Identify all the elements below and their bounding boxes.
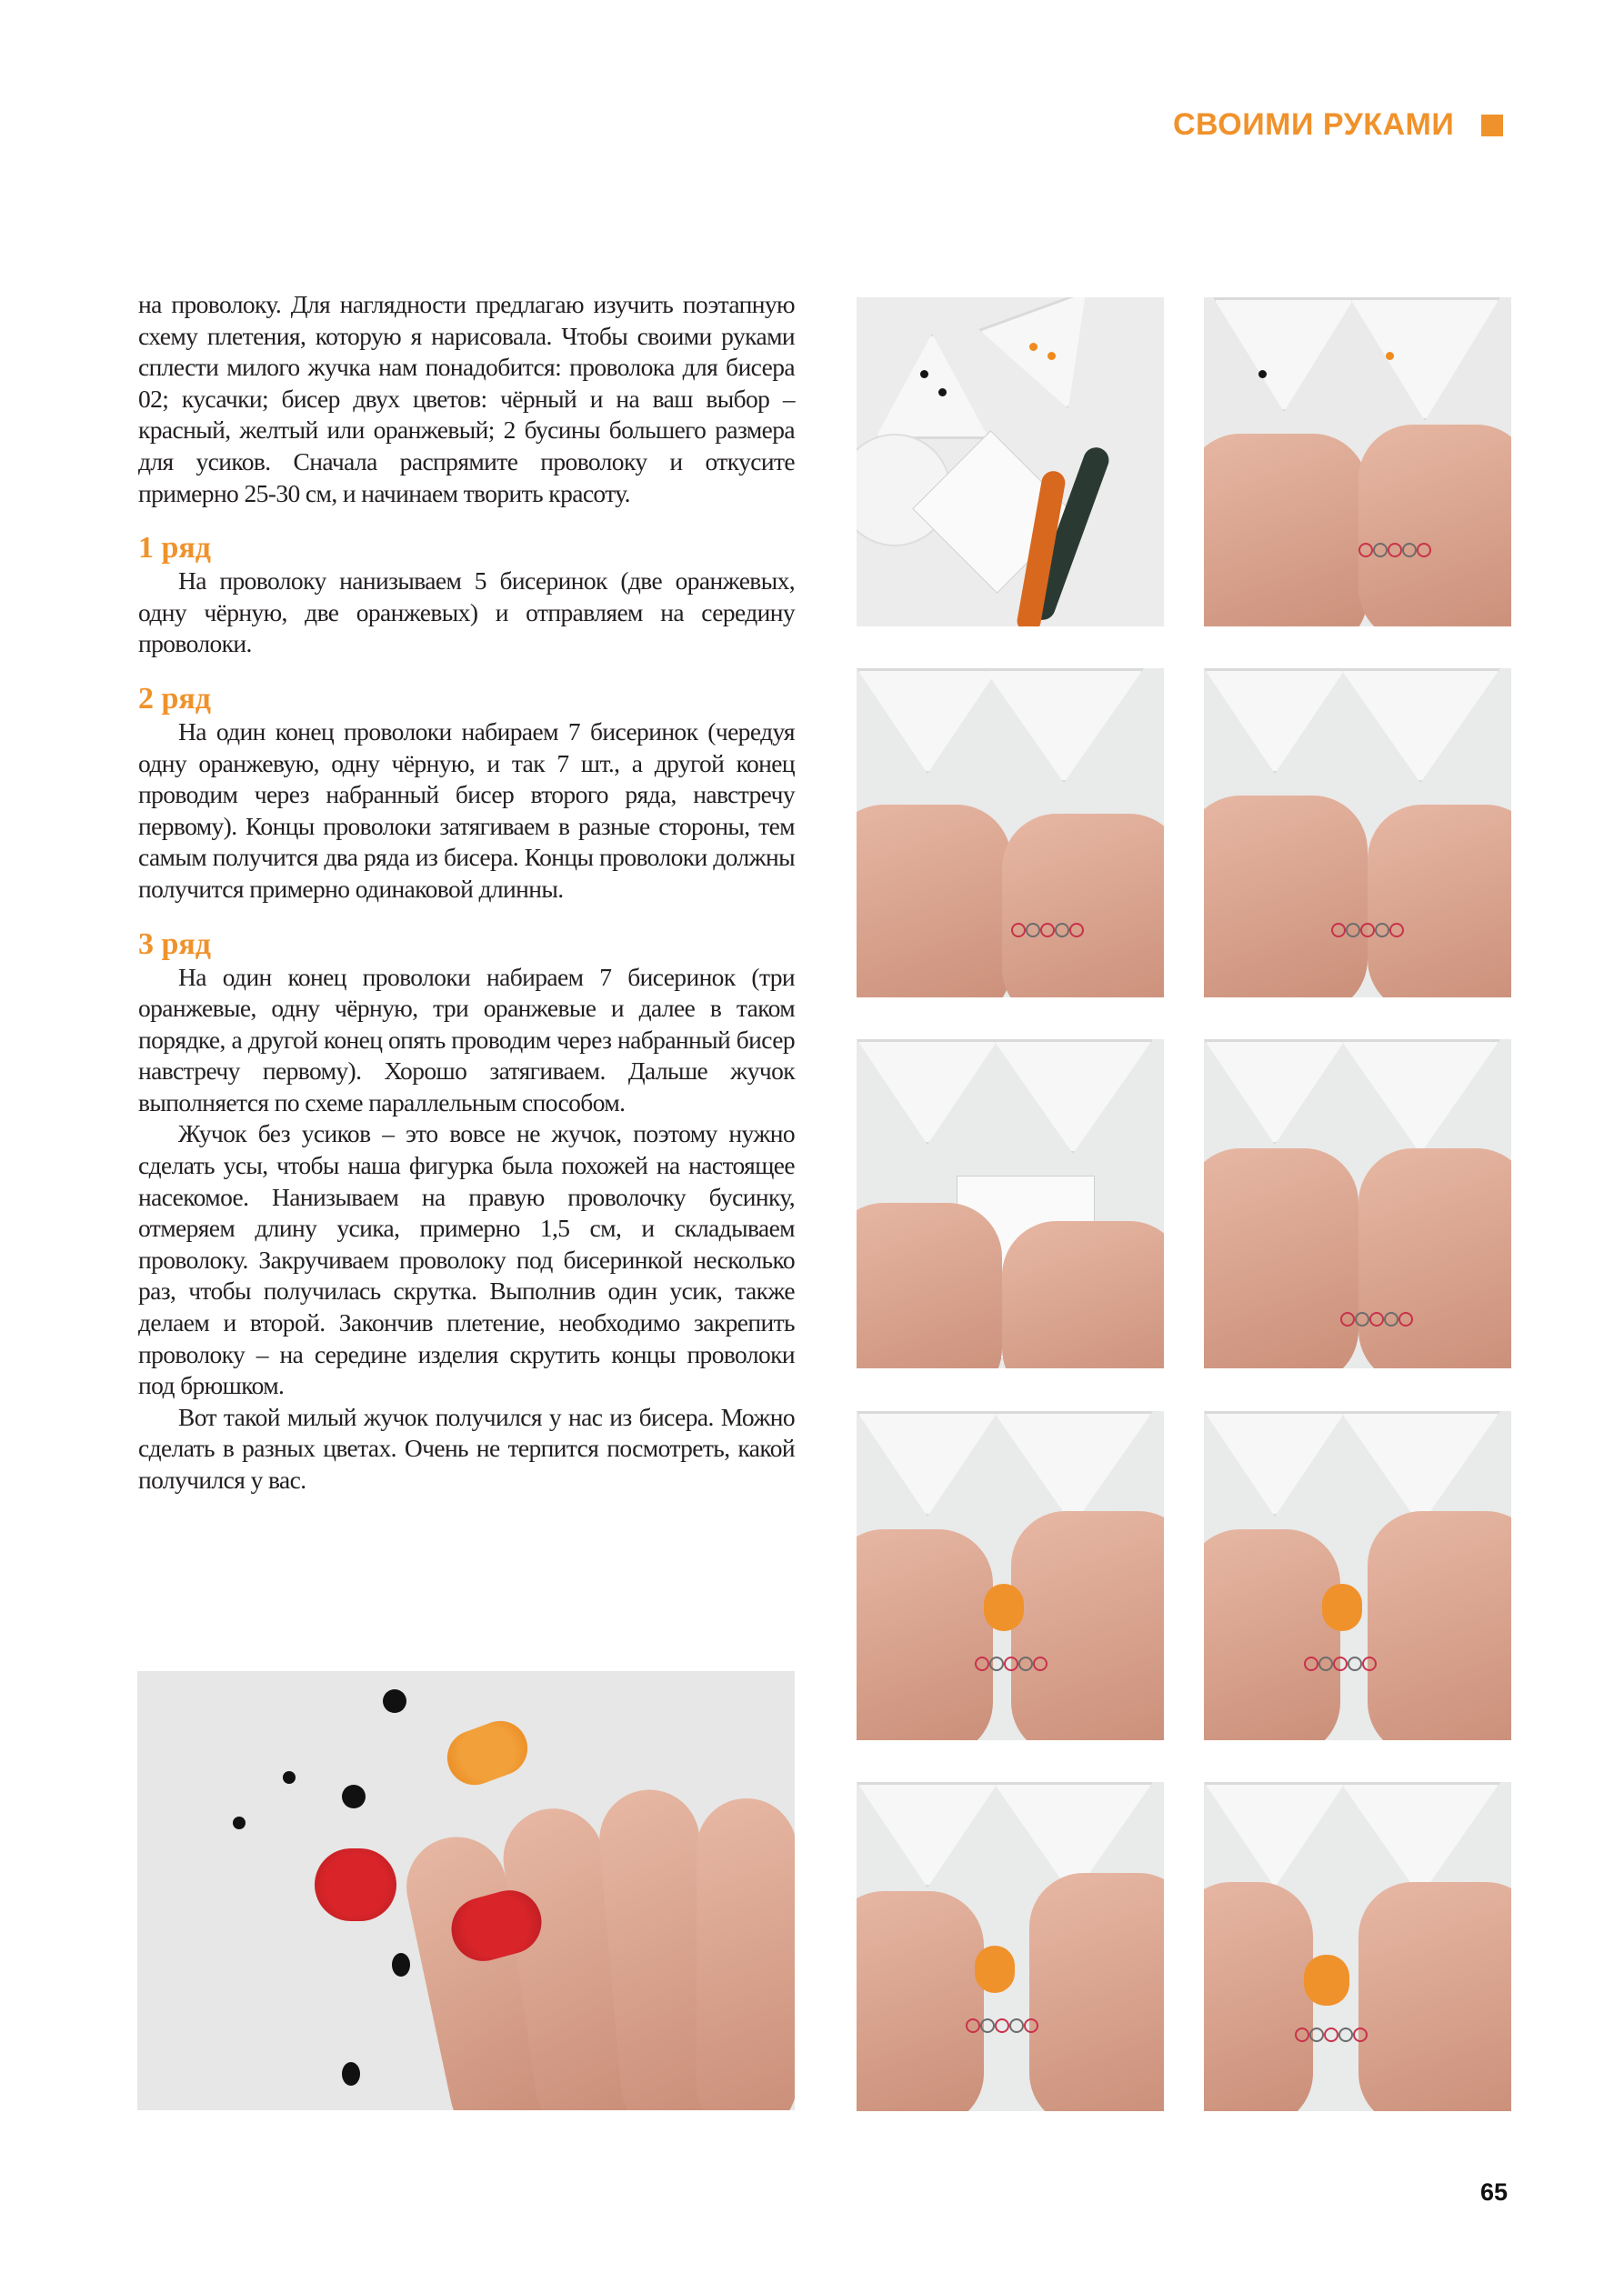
row-3-heading: 3 ряд (138, 926, 212, 961)
red-ladybug (315, 1848, 396, 1921)
orange-ladybug (975, 1946, 1015, 1993)
step-photo-2 (1204, 297, 1511, 626)
page-number: 65 (1480, 2178, 1509, 2206)
antenna-bead (342, 1785, 366, 1808)
section-header (1173, 107, 1503, 143)
row-2-heading: 2 ряд (138, 681, 212, 716)
intro-paragraph: на проволоку. Для наглядности предлагаю изучить поэтапную схему плетения, которую я нарисовала. Чтобы своими руками сплести милого жучка нам понадобится: проволока для бисера 02; кусачки; бисер двух цветов: чёрный и на ваш выбор – красный, желтый или оранжевый; 2 бусины большего размера для усиков. Сначала распрямите проволоку и откусите примерно 25-30 см, и начинаем творить красоту. (138, 290, 795, 507)
bead-tray (1340, 668, 1500, 783)
step-photo-10 (1204, 1782, 1511, 2111)
step-photo-6 (1204, 1039, 1511, 1368)
bead-scheme (1358, 543, 1429, 557)
hand (1002, 1221, 1164, 1368)
step-photo-8 (1204, 1411, 1511, 1740)
hand (857, 1529, 993, 1740)
hand (1204, 1529, 1340, 1740)
hand (1368, 805, 1511, 997)
bead (1029, 343, 1038, 351)
section-title: СВОИМИ РУКАМИ (1173, 107, 1455, 142)
bead-tray (1204, 1782, 1346, 1887)
hand (1204, 1882, 1313, 2111)
row-2-paragraph: На один конец проволоки набираем 7 бисеринок (чередуя одну оранжевую, одну чёрную, и так 7 шт., а другой конец проводим через набранный бисер второго ряда, навстречу первому). Концы проволоки затягиваем в разные стороны, тем самым получится два ряда из бисера. Концы проволоки должны получится примерно одинаковой длинны. (138, 716, 795, 903)
bead-scheme (1295, 2028, 1366, 2042)
hand (1368, 1511, 1511, 1740)
bead-tray (857, 668, 998, 774)
hand (857, 805, 1011, 997)
hand (857, 1891, 984, 2111)
article-text (138, 289, 795, 1497)
hand (1011, 1511, 1164, 1740)
step-photo-5 (857, 1039, 1164, 1368)
hand (1204, 434, 1368, 626)
bead (920, 370, 928, 378)
hand (1002, 814, 1164, 997)
finger-shape (697, 1798, 795, 2110)
bead-tray (1340, 1039, 1500, 1154)
bead-tray (1349, 297, 1500, 421)
bead-scheme (1340, 1312, 1411, 1327)
final-ladybugs-photo (137, 1671, 795, 2110)
antenna-bead (342, 2062, 360, 2086)
hand (857, 1203, 1002, 1368)
bead-tray (993, 1039, 1153, 1154)
hand (1358, 425, 1511, 626)
hand (1358, 1882, 1511, 2111)
bead-tray (984, 668, 1144, 783)
step-photo-3 (857, 668, 1164, 997)
bead-tray (875, 334, 989, 439)
bead-tray (1340, 1411, 1500, 1526)
orange-ladybug (984, 1584, 1024, 1631)
bead-tray (1204, 1411, 1346, 1517)
bead-tray (1204, 1039, 1346, 1145)
hand (1358, 1148, 1511, 1368)
bead-scheme (1331, 923, 1402, 937)
bead-tray (993, 1411, 1153, 1526)
section-square-icon (1481, 115, 1503, 136)
antenna-paragraph: Жучок без усиков – это вовсе не жучок, поэтому нужно сделать усы, чтобы наша фигурка была похожей на настоящее насекомое. Нанизываем на правую проволочку бусинку, отмеряем длину усика, примерно 1,5 см, и складываем проволоку. Закручиваем проволоку под бисеринкой несколько раз, чтобы получилась скрутка. Выполнив один усик, также делаем и второй. Закончив плетение, необходимо закрепить проволоку – на середине изделия скрутить концы проволоки под брюшком. (138, 1119, 795, 1400)
orange-ladybug (1322, 1584, 1362, 1631)
antenna-bead (383, 1689, 406, 1713)
step-photo-1 (857, 297, 1164, 626)
row-1-heading: 1 ряд (138, 531, 212, 566)
bead-tray (857, 1039, 998, 1145)
orange-ladybug (439, 1713, 535, 1792)
bead (1048, 352, 1056, 360)
orange-ladybug (1304, 1955, 1349, 2006)
bead-tray (1204, 668, 1346, 774)
step-photo-9 (857, 1782, 1164, 2111)
bead-scheme (966, 2018, 1037, 2033)
bead-tray (857, 1782, 998, 1887)
row-1-paragraph: На проволоку нанизываем 5 бисеринок (две оранжевых, одну чёрную, две оранжевых) и отправляем на середину проволоки. (138, 566, 795, 658)
closing-paragraph: Вот такой милый жучок получился у нас из бисера. Можно сделать в разных цветах. Очень не терпится посмотреть, какой получился у вас. (138, 1402, 795, 1494)
bead (1258, 370, 1267, 378)
bead-tray (978, 297, 1122, 428)
antenna-bead (233, 1817, 246, 1829)
hand (1204, 796, 1368, 997)
hand (1029, 1873, 1164, 2111)
antenna-bead (392, 1953, 410, 1977)
bead-tray (857, 1411, 998, 1517)
bead-tray (1213, 297, 1355, 412)
step-photo-4 (1204, 668, 1511, 997)
bead (1386, 352, 1394, 360)
bead (938, 388, 947, 396)
antenna-bead (283, 1771, 296, 1784)
bead-tray (1340, 1782, 1500, 1897)
bead-scheme (1304, 1657, 1375, 1671)
row-3-paragraph: На один конец проволоки набираем 7 бисеринок (три оранжевые, одну чёрную, три оранжевые и далее в таком порядке, а другой конец опять проводим через набранный бисер навстречу первому). Хорошо затягиваем. Дальше жучок выполняется по схеме параллельным способом. (138, 962, 795, 1116)
bead-scheme (975, 1657, 1046, 1671)
hand (1204, 1148, 1358, 1368)
step-photo-7 (857, 1411, 1164, 1740)
bead-scheme (1011, 923, 1082, 937)
